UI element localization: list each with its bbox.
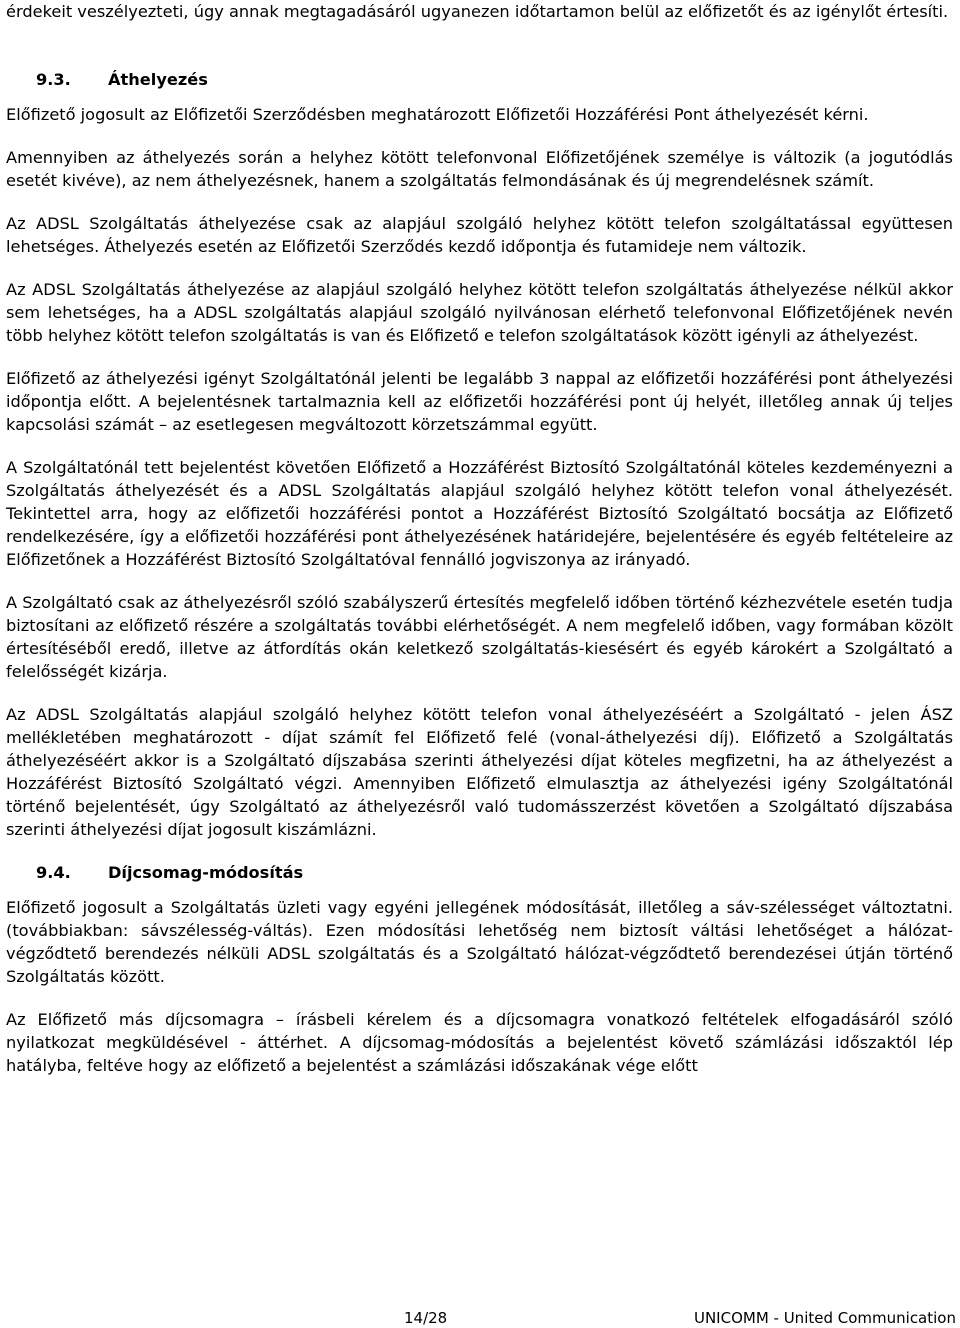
paragraph-continuation: érdekeit veszélyezteti, úgy annak megtagadásáról ugyanezen időtartamon belül az előfizetőt és az igénylőt értesíti. — [6, 2, 949, 21]
paragraph: Előfizető az áthelyezési igényt Szolgáltatónál jelenti be legalább 3 nappal az előfizetői hozzáférési pont áthelyezési időpontja előtt. A bejelentésnek tartalmaznia kell az előfizetői hozzáférési pont új helyét, illetőleg annak új teljes kapcsolási számát – az esetlegesen megváltozott körzetszámmal együtt. — [6, 369, 953, 434]
paragraph: Az ADSL Szolgáltatás áthelyezése csak az alapjául szolgáló helyhez kötött telefon szolgáltatással együttesen lehetséges. Áthelyezés esetén az Előfizetői Szerződés kezdő időpontja és futamideje nem változik. — [6, 214, 953, 256]
section-number: 9.3. — [36, 70, 71, 89]
paragraph: Előfizető jogosult az Előfizetői Szerződésben meghatározott Előfizetői Hozzáférési Pont áthelyezését kérni. — [6, 105, 869, 124]
section-number: 9.4. — [36, 863, 71, 882]
paragraph: Az ADSL Szolgáltatás alapjául szolgáló helyhez kötött telefon vonal áthelyezéséért a Szolgáltató - jelen ÁSZ mellékletében meghatározott - díjat számít fel Előfizető felé (vonal-áthelyezési díj). Előfizető a Szolgáltatás áthelyezéséért akkor is a Szolgáltató díjszabása szerinti áthelyezési díjat köteles megfizetni, ha az áthelyezést a Hozzáférést Biztosító Szolgáltató végzi. Amennyiben Előfizető elmulasztja az áthelyezési igény Szolgáltatónál történő bejelentését, úgy Szolgáltató az áthelyezésről való tudomásszerzést követően a Szolgáltató díjszabása szerinti áthelyezési díjat jogosult kiszámlázni. — [6, 705, 953, 839]
footer-company: UNICOMM - United Communication — [693, 1309, 956, 1327]
page-footer — [0, 1308, 960, 1328]
paragraph: Előfizető jogosult a Szolgáltatás üzleti vagy egyéni jellegének módosítását, illetőleg a sáv-szélességet változtatni. (továbbiakban: sávszélesség-váltás). Ezen módosítási lehetőség nem biztosít váltási lehetőséget a hálózat-végződtető berendezés nélküli ADSL szolgáltatás és a Szolgáltató hálózat-végződtető berendezései útján történő Szolgáltatás között. — [6, 898, 953, 986]
section-title: Díjcsomag-módosítás — [108, 863, 304, 882]
paragraph: Az Előfizető más díjcsomagra – írásbeli kérelem és a díjcsomagra vonatkozó feltételek elfogadásáról szóló nyilatkozat megküldésével - áttérhet. A díjcsomag-módosítás a bejelentést követő számlázási időszaktól lép hatályba, feltéve hogy az előfizető a bejelentést a számlázási időszakának vége előtt — [6, 1010, 953, 1075]
section-heading-9-4 — [6, 861, 953, 884]
paragraph: A Szolgáltatónál tett bejelentést követően Előfizető a Hozzáférést Biztosító Szolgáltatónál köteles kezdeményezni a Szolgáltatás áthelyezését és a ADSL Szolgáltatás alapjául szolgáló helyhez kötött telefon vonal áthelyezését. Tekintettel arra, hogy az előfizetői hozzáférési pontot a Hozzáférést Biztosító Szolgáltató bocsátja az Előfizető rendelkezésére, így a előfizetői hozzáférési pont áthelyezésének határidejére, bejelentésére és egyéb feltételeire az Előfizetőnek a Hozzáférést Biztosító Szolgáltatóval fennálló jogviszonya az irányadó. — [6, 458, 953, 569]
paragraph: Az ADSL Szolgáltatás áthelyezése az alapjául szolgáló helyhez kötött telefon szolgáltatás áthelyezése nélkül akkor sem lehetséges, ha a ADSL szolgáltatás alapjául szolgáló nyilvánosan elérhető telefonvonal Előfizetőjének nevén több helyhez kötött telefon szolgáltatás is van és Előfizető e telefon szolgáltatások között igényli az áthelyezést. — [6, 280, 953, 345]
page-number: 14/28 — [404, 1309, 448, 1327]
section-title: Áthelyezés — [108, 70, 208, 89]
paragraph: A Szolgáltató csak az áthelyezésről szóló szabályszerű értesítés megfelelő időben történő kézhezvétele esetén tudja biztosítani az előfizető részére a szolgáltatás további elérhetőségét. A nem megfelelő időben, vagy formában közölt értesítéséből eredő, illetve az átfordítás okán keletkező szolgáltatás-kiesésért és egyéb károkért a Szolgáltató a felelősségét kizárja. — [6, 593, 953, 681]
paragraph: Amennyiben az áthelyezés során a helyhez kötött telefonvonal Előfizetőjének személye is változik (a jogutódlás esetét kivéve), az nem áthelyezésnek, hanem a szolgáltatás felmondásának és új megrendelésnek számít. — [6, 148, 953, 190]
section-heading-9-3 — [6, 68, 953, 91]
document-page — [6, 0, 953, 1077]
